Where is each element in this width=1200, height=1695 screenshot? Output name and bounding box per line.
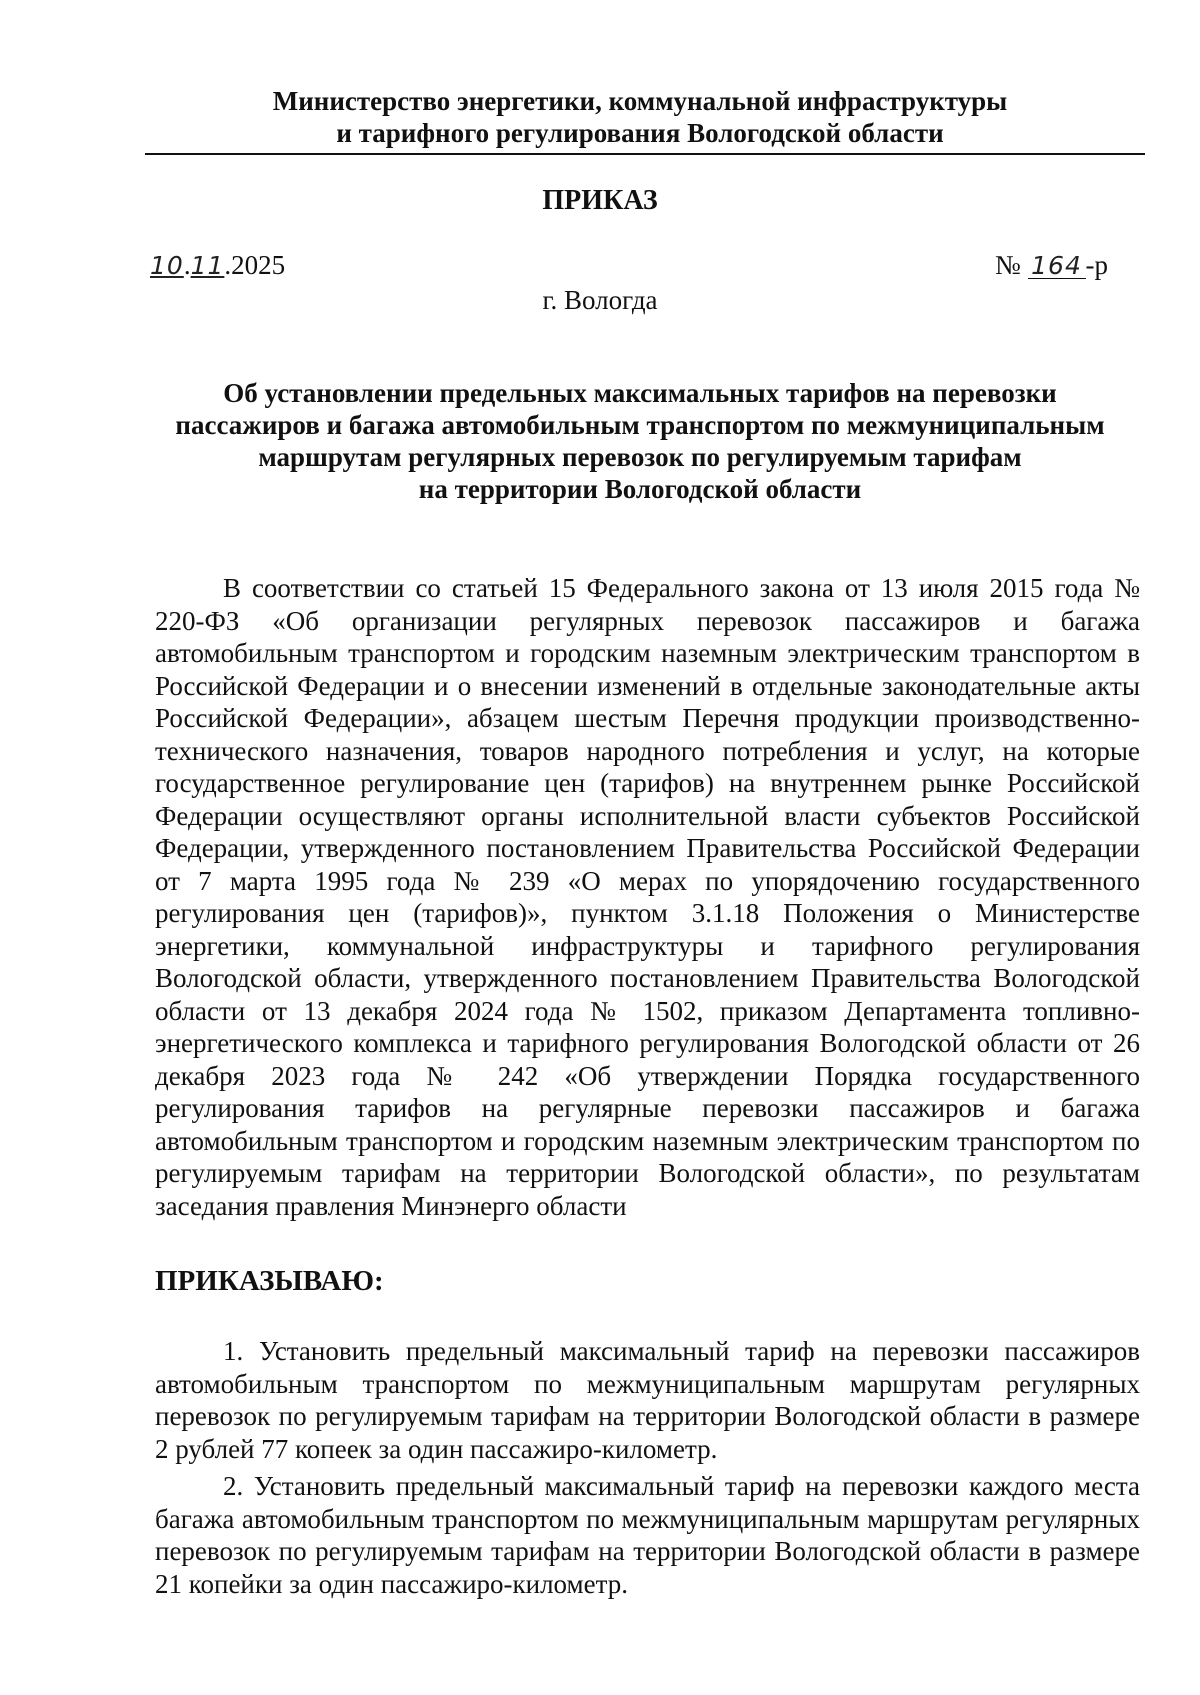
ministry-header xyxy=(140,85,1140,149)
order-date: 10.11.2025 xyxy=(150,250,286,280)
ministry-header-line-1: Министерство энергетики, коммунальной инфраструктуры xyxy=(272,86,1008,116)
city: г. Вологда xyxy=(542,285,658,315)
date-year: .2025 xyxy=(224,250,286,280)
title-line-2: пассажиров и багажа автомобильным транспортом по межмуниципальным xyxy=(175,410,1105,440)
order-number xyxy=(995,250,1108,281)
document-type: ПРИКАЗ xyxy=(542,185,658,216)
date-day: 10 xyxy=(150,251,184,280)
number-sign: № xyxy=(994,250,1021,280)
number-suffix: -р xyxy=(1085,250,1108,280)
preamble xyxy=(155,572,1140,1222)
order-title xyxy=(140,377,1140,505)
number-value: 164 xyxy=(1028,254,1086,279)
title-line-1: Об установлении предельных максимальных тарифов на перевозки xyxy=(223,378,1057,408)
order-item-2: 2. Установить предельный максимальный тариф на перевозки каждого места багажа автомобильным транспортом по межмуниципальным маршрутам регулярных перевозок по регулируемым тарифам на территории Вологодской области в размере 21 копейки за один пассажиро-километр. xyxy=(155,1471,1140,1599)
title-line-4: на территории Вологодской области xyxy=(418,474,862,504)
preamble-paragraph: В соответствии со статьей 15 Федерального закона от 13 июля 2015 года № 220-ФЗ «Об организации регулярных перевозок пассажиров и багажа автомобильным транспортом и городским наземным электрическим транспортом в Российской Федерации и о внесении изменений в отдельные законодательные акты Российской Федерации», абзацем шестым Перечня продукции производственно-технического назначения, товаров народного потребления и услуг, на которые государственное регулирование цен (тарифов) на внутреннем рынке Российской Федерации осуществляют органы исполнительной власти субъектов Российской Федерации, утвержденного постановлением Правительства Российской Федерации от 7 марта 1995 года № 239 «О мерах по упорядочению государственного регулирования цен (тарифов)», пунктом 3.1.18 Положения о Министерстве энергетики, коммунальной инфраструктуры и тарифного регулирования Вологодской области, утвержденного постановлением Правительства Вологодской области от 13 декабря 2024 года № 1502, приказом Департамента топливно-энергетического комплекса и тарифного регулирования Вологодской области от 26 декабря 2023 года № 242 «Об утверждении Порядка государственного регулирования тарифов на регулярные перевозки пассажиров и багажа автомобильным транспортом и городским наземным электрическим транспортом по регулируемым тарифам на территории Вологодской области», по результатам заседания правления Минэнерго области xyxy=(155,573,1140,1221)
ministry-header-line-2: и тарифного регулирования Вологодской области xyxy=(336,118,944,148)
title-line-3: маршрутам регулярных перевозок по регулируемым тарифам xyxy=(258,442,1022,472)
order-items xyxy=(155,1335,1140,1600)
header-divider xyxy=(145,153,1145,155)
order-word: ПРИКАЗЫВАЮ: xyxy=(155,1265,384,1297)
date-month: 11 xyxy=(190,251,225,280)
order-item-1: 1. Установить предельный максимальный тариф на перевозки пассажиров автомобильным транспортом по межмуниципальным маршрутам регулярных перевозок по регулируемым тарифам на территории Вологодской области в размере 2 рублей 77 копеек за один пассажиро-километр. xyxy=(155,1336,1140,1464)
